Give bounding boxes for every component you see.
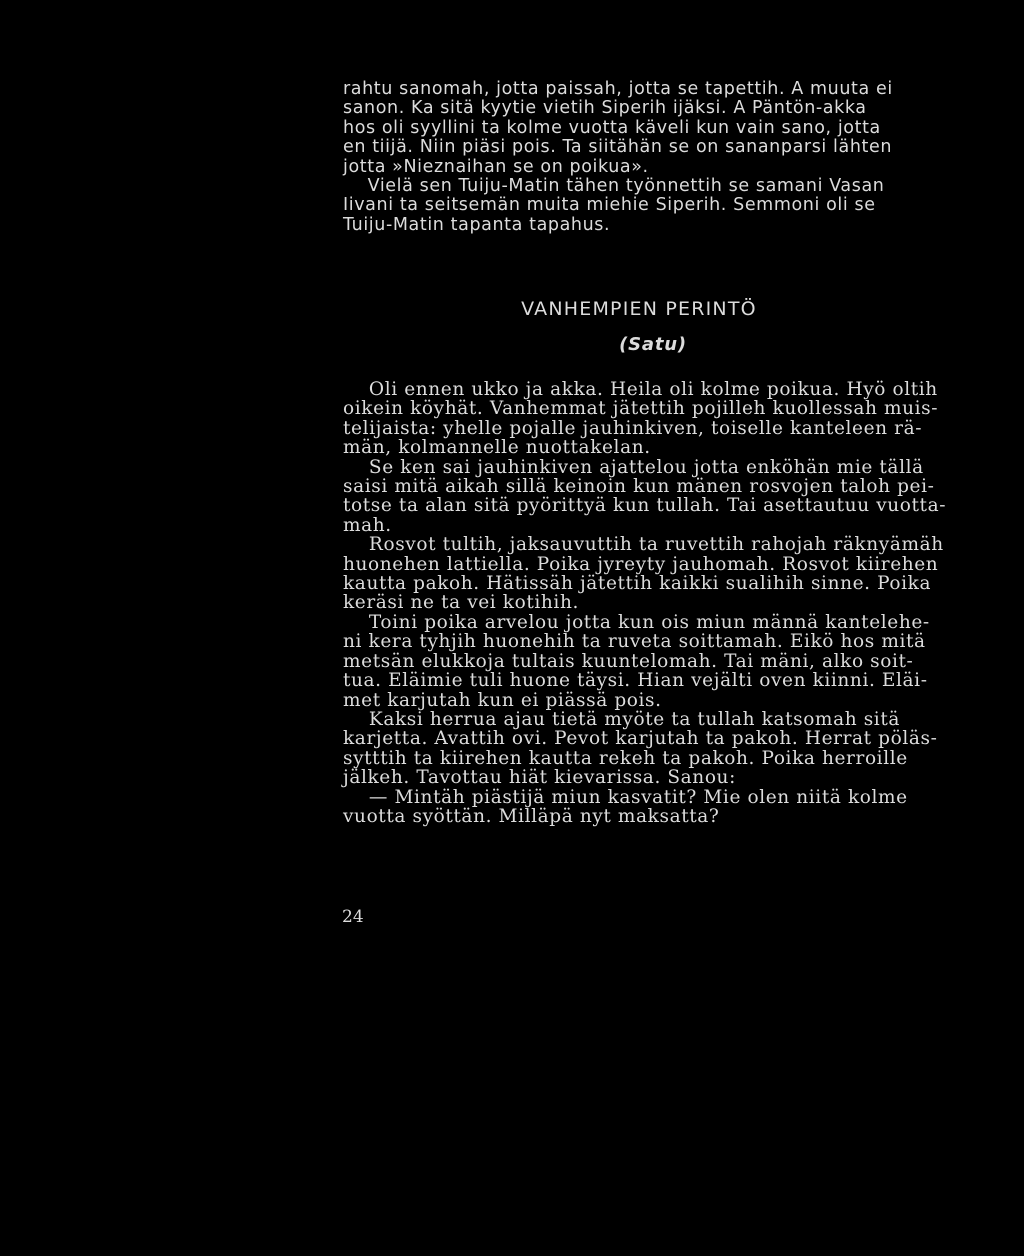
- text-line: — Mintäh piästijä miun kasvatit? Mie olen niitä kolme: [343, 786, 908, 808]
- text-line: oikein köyhät. Vanhemmat jätettih pojilleh kuollessah muis-: [343, 398, 939, 420]
- page-number: 24: [342, 907, 364, 927]
- text-line: Oli ennen ukko ja akka. Heila oli kolme poikua. Hyö oltih: [343, 379, 938, 400]
- text-line: sanon. Ka sitä kyytie vietih Siperih ijäksi. A Päntön-akka: [343, 98, 867, 119]
- text-line: hos oli syyllini ta kolme vuotta käveli kun vain sano, jotta: [343, 117, 881, 138]
- text-line: kautta pakoh. Hätissäh jätettih kaikki sualihih sinne. Poika: [343, 573, 932, 595]
- text-line: jotta »Nieznaihan se on poikua».: [343, 156, 649, 177]
- text-line: karjetta. Avattih ovi. Pevot karjutah ta pakoh. Herrat pöläs-: [343, 728, 938, 750]
- paragraph-top: [343, 80, 963, 235]
- text-column: [343, 79, 963, 827]
- text-line: Kaksi herrua ajau tietä myöte ta tullah katsomah sitä: [343, 708, 900, 730]
- text-line: Rosvot tultih, jaksauvuttih ta ruvettih rahojah räknyämäh: [343, 534, 944, 556]
- text-line: met karjutah kun ei piässä pois.: [343, 689, 662, 711]
- text-line: Se ken sai jauhinkiven ajattelou jotta enköhän mie tällä: [343, 456, 924, 478]
- text-line: huonehen lattiella. Poika jyreyty jauhomah. Rosvot kiirehen: [343, 553, 939, 575]
- text-line: Vielä sen Tuiju-Matin tähen työnnettih se samani Vasan: [343, 176, 885, 197]
- text-line: ni kera tyhjih huonehih ta ruveta soittamah. Eikö hos mitä: [343, 631, 926, 653]
- text-line: saisi mitä aikah sillä keinoin kun mänen rosvojen taloh pei-: [343, 476, 935, 498]
- story-title: VANHEMPIEN PERINTÖ: [521, 298, 757, 320]
- text-line: vuotta syöttän. Milläpä nyt maksatta?: [343, 805, 720, 827]
- text-line: jälkeh. Tavottau hiät kievarissa. Sanou:: [343, 767, 736, 789]
- text-line: keräsi ne ta vei kotihih.: [343, 592, 579, 614]
- text-line: totse ta alan sitä pyörittyä kun tullah. Tai asettautuu vuotta-: [343, 495, 947, 517]
- text-line: Iivani ta seitsemän muita miehie Siperih. Semmoni oli se: [343, 195, 876, 216]
- text-line: mah.: [343, 514, 392, 536]
- text-line: Tuiju-Matin tapanta tapahus.: [343, 214, 611, 235]
- text-line: telijaista: yhelle pojalle jauhinkiven, toiselle kanteleen rä-: [343, 417, 923, 439]
- text-line: sytttih ta kiirehen kautta rekeh ta pakoh. Poika herroille: [343, 747, 908, 769]
- text-line: män, kolmannelle nuottakelan.: [343, 437, 651, 459]
- text-line: tua. Eläimie tuli huone täysi. Hian vejälti oven kiinni. Eläi-: [343, 670, 928, 692]
- text-line: rahtu sanomah, jotta paissah, jotta se tapettih. A muuta ei: [343, 79, 893, 99]
- story-subtitle: (Satu): [619, 334, 687, 355]
- text-line: en tiijä. Niin piäsi pois. Ta siitähän se on sananparsi lähten: [343, 137, 893, 158]
- text-line: Toini poika arvelou jotta kun ois miun männä kantelehe-: [343, 611, 930, 633]
- story-body: [343, 380, 946, 826]
- text-line: metsän elukkoja tultais kuuntelomah. Tai mäni, alko soit-: [343, 650, 914, 672]
